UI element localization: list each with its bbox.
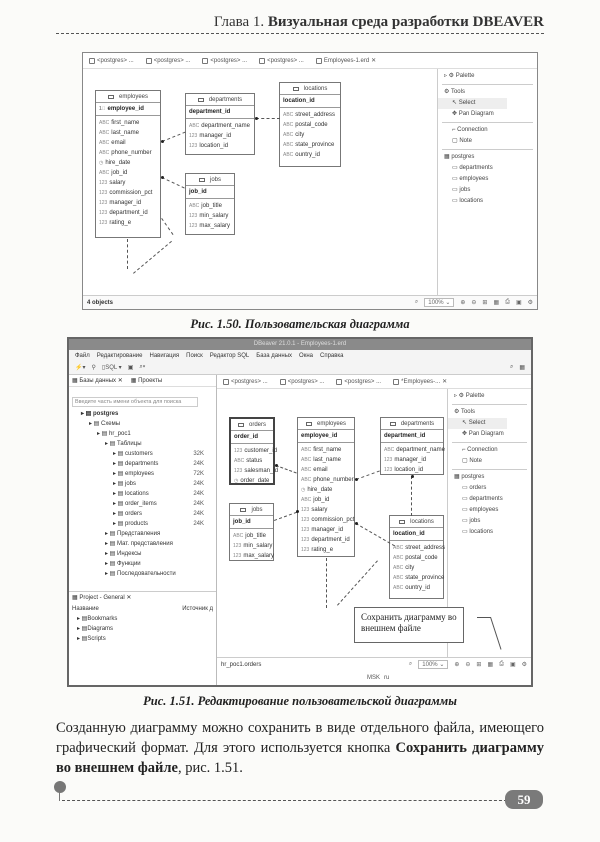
- tab-projects[interactable]: ▦ Проекты: [130, 378, 163, 384]
- project-item[interactable]: ▸ ▤ Scripts: [77, 636, 106, 642]
- palette-header[interactable]: ▹ ⚙ Palette: [454, 393, 485, 399]
- column: ABC last_name: [301, 457, 341, 463]
- tools-group[interactable]: ⚙ Tools: [454, 409, 475, 415]
- key-icon: 1⃣: [99, 106, 106, 112]
- zoom-in-icon[interactable]: ⊕: [454, 662, 460, 668]
- search-icon[interactable]: ⌕: [414, 299, 419, 305]
- save-image-icon[interactable]: ▣: [509, 662, 516, 668]
- column: 123 location_id: [384, 467, 424, 473]
- column: 123 department_id: [99, 210, 148, 216]
- relation-line: [411, 476, 412, 516]
- sql-file-icon: [146, 58, 152, 64]
- tree-item[interactable]: ▸ ▤ products 24K: [113, 521, 204, 527]
- erd-table-orders[interactable]: orders order_id 123 customer_id ABC status 123 salesman_id ◷ order_date: [229, 417, 275, 485]
- column: 123 rating_e: [99, 220, 132, 226]
- gear-icon[interactable]: ⚙: [521, 662, 527, 668]
- column: 123 max_salary: [189, 223, 231, 229]
- connect-icon[interactable]: ⚲: [91, 365, 96, 371]
- search-icon[interactable]: ⌕: [408, 661, 413, 667]
- tree-item[interactable]: ▸ ▤ customers 32K: [113, 451, 204, 457]
- relation-line: [256, 118, 280, 119]
- close-icon[interactable]: ✕: [371, 58, 377, 64]
- palette-item[interactable]: ▭ locations: [462, 529, 494, 535]
- relation-line: [161, 218, 173, 235]
- print-icon[interactable]: ⎙: [505, 299, 510, 305]
- print-icon[interactable]: ⎙: [499, 661, 504, 667]
- palette-header[interactable]: ▹ ⚙ Palette: [444, 73, 475, 79]
- column: ABC email: [99, 140, 126, 146]
- zoom-out-icon[interactable]: ⊖: [471, 300, 477, 306]
- column: ABC phone_number: [99, 150, 152, 156]
- relation-endpoint: [161, 140, 164, 143]
- relation-line: [276, 465, 297, 473]
- column: ABC department_name: [384, 447, 445, 453]
- tree-item[interactable]: ▸ ▤ departments 24K: [113, 461, 204, 467]
- zoom-out-icon[interactable]: ⊖: [465, 662, 471, 668]
- tool-select[interactable]: ↖ Select: [438, 98, 507, 109]
- palette-item[interactable]: ▭ jobs: [462, 518, 481, 524]
- column-list: [186, 199, 234, 233]
- figure-caption: Рис. 1.51. Редактирование пользовательской диаграммы: [143, 694, 457, 708]
- pk-column: location_id: [280, 95, 340, 108]
- search-input[interactable]: Введите часть имени объекта для поиска: [72, 397, 198, 407]
- locale-bar: [217, 671, 531, 685]
- relation-endpoint: [355, 478, 358, 481]
- erd-table-jobs[interactable]: jobs job_id ABC job_title 123 min_salary 123 max_salary: [229, 503, 274, 561]
- palette-item[interactable]: ▭ locations: [452, 198, 484, 204]
- menu-search[interactable]: Поиск: [186, 352, 203, 359]
- chapter-title: Визуальная среда разработки DBEAVER: [267, 14, 544, 30]
- tree-item[interactable]: ▸ ▤ locations 24K: [113, 491, 204, 497]
- tools-group[interactable]: ⚙ Tools: [444, 89, 465, 95]
- tab-0[interactable]: <postgres> ...: [87, 58, 140, 64]
- column: ABC phone_number: [301, 477, 354, 483]
- page-number: 59: [505, 790, 543, 809]
- table-icon: [198, 98, 204, 102]
- palette-item[interactable]: ▭ employees: [452, 176, 489, 182]
- project-panel: [69, 591, 216, 644]
- tree-item[interactable]: ▸ ▤ employees 72K: [113, 471, 204, 477]
- column: ABC state_province: [393, 575, 445, 581]
- tool-connection[interactable]: ⌐ Connection: [452, 127, 488, 133]
- running-head: [214, 14, 544, 31]
- menu-sql-editor[interactable]: Редактор SQL: [209, 352, 250, 359]
- pk-column: department_id: [186, 106, 254, 119]
- column: 123 manager_id: [301, 527, 344, 533]
- column: ABC last_name: [99, 130, 139, 136]
- tree-item[interactable]: ▸ ▤ Мат. представления: [105, 541, 173, 547]
- window-title: DBeaver 21.0.1 - Employees-1.erd: [69, 339, 531, 350]
- erd-table-departments[interactable]: departments department_id ABC department_name 123 manager_id 123 location_id: [185, 93, 255, 155]
- sql-editor-button[interactable]: ▯SQL ▾: [101, 365, 122, 371]
- erd-table-departments[interactable]: departments department_id ABC department_name 123 manager_id 123 location_id: [380, 417, 444, 475]
- palette-item[interactable]: ▭ jobs: [452, 187, 471, 193]
- relation-line: [127, 239, 128, 269]
- relation-endpoint: [411, 475, 414, 478]
- tool-note[interactable]: ▢ Note: [462, 458, 483, 464]
- column: 123 manager_id: [99, 200, 142, 206]
- column: 123 location_id: [189, 143, 229, 149]
- tab-erd[interactable]: Employees-1.erd ✕: [314, 57, 382, 64]
- palette-item[interactable]: ▭ departments: [452, 165, 493, 171]
- relation-endpoint: [355, 522, 358, 525]
- callout-note: Сохранить диаграмму во внешнем файле: [354, 607, 464, 643]
- column: ABC postal_code: [283, 122, 328, 128]
- column: ABC job_id: [99, 170, 128, 176]
- status-bar: [217, 657, 531, 671]
- timezone: MSK: [367, 675, 381, 681]
- grid-icon[interactable]: ▦: [487, 662, 494, 668]
- menu-window[interactable]: Окна: [299, 352, 313, 359]
- palette-panel: [437, 69, 537, 309]
- relation-line: [326, 558, 327, 608]
- relation-line: [356, 470, 380, 479]
- column: ABC status: [234, 458, 263, 464]
- tool-pan-diagram[interactable]: ✥ Pan Diagram: [452, 111, 494, 117]
- tool-select[interactable]: ↖ Select: [448, 418, 507, 429]
- db-group[interactable]: ▦ postgres: [454, 474, 485, 480]
- tool-note[interactable]: ▢ Note: [452, 138, 473, 144]
- relation-line: [162, 132, 186, 142]
- commit-icon[interactable]: ▣: [127, 365, 134, 371]
- footer-rule: [62, 800, 512, 801]
- new-connection-icon[interactable]: ⚡▾: [75, 365, 86, 371]
- search-tool-icon[interactable]: ⌕▾: [139, 364, 146, 370]
- column: 123 min_salary: [189, 213, 229, 219]
- tab-3[interactable]: <postgres> ...: [257, 58, 310, 64]
- relation-endpoint: [296, 510, 299, 513]
- erd-table-employees[interactable]: employees employee_id ABC first_name ABC last_name ABC email ABC phone_number ◷ hire_date ABC job_id 123 salary 123 commission_pct 123 manager_id 123 department_id 123 rating_e: [297, 417, 355, 557]
- callout-leader: [477, 617, 491, 618]
- tab-1[interactable]: <postgres> ...: [278, 379, 331, 385]
- column: 123 commission_pct: [99, 190, 153, 196]
- zoom-select[interactable]: 100% ⌄: [424, 298, 454, 307]
- tree-item[interactable]: ▸ ▤ Последовательности: [105, 571, 176, 577]
- tool-connection[interactable]: ⌐ Connection: [462, 447, 498, 453]
- column: 123 manager_id: [189, 133, 232, 139]
- relation-line: [133, 241, 172, 274]
- db-group[interactable]: ▦ postgres: [444, 154, 475, 160]
- locale: ru: [384, 675, 390, 681]
- erd-table-locations[interactable]: locations location_id ABC street_address ABC postal_code ABC city ABC state_province ABC ountry_id: [389, 515, 444, 599]
- column-list: [280, 108, 340, 162]
- relation-endpoint: [275, 464, 278, 467]
- menu-edit[interactable]: Редактирование: [96, 352, 143, 359]
- col-source: Источник д: [182, 606, 213, 612]
- relation-line: [337, 560, 378, 605]
- figure-1-51: [67, 337, 533, 687]
- selected-object: hr_poc1.orders: [221, 661, 262, 668]
- tab-2[interactable]: <postgres> ...: [334, 379, 387, 385]
- column: 123 manager_id: [384, 457, 427, 463]
- tree-item[interactable]: ▸ ▤ postgres: [81, 411, 119, 417]
- tree-item[interactable]: ▸ ▤ Функции: [105, 561, 141, 567]
- layout-icon[interactable]: ⊞: [482, 300, 488, 306]
- column: ABC city: [283, 132, 305, 138]
- menu-file[interactable]: Файл: [75, 352, 90, 359]
- column: ◷ hire_date: [99, 160, 131, 166]
- table-icon: [293, 87, 299, 91]
- column: 123 salesman_id: [234, 468, 279, 474]
- column: 123 customer_id: [234, 448, 278, 454]
- erd-table-jobs[interactable]: jobs job_id ABC job_title 123 min_salary 123 max_salary: [185, 173, 235, 235]
- relation-endpoint: [255, 117, 258, 120]
- relation-endpoint: [161, 176, 164, 179]
- layout-icon[interactable]: ⊞: [476, 662, 482, 668]
- tree-item[interactable]: ▸ ▤ hr_poc1: [97, 431, 131, 437]
- column: 123 department_id: [301, 537, 350, 543]
- column: ABC city: [393, 565, 415, 571]
- column: ABC job_id: [301, 497, 330, 503]
- erd-icon: [316, 58, 322, 64]
- table-icon: [108, 95, 114, 99]
- figure-1-50: [82, 52, 538, 310]
- column: ABC street_address: [393, 545, 445, 551]
- column: ABC job_title: [189, 203, 222, 209]
- relation-line: [274, 512, 297, 521]
- figure-caption: Рис. 1.50. Пользовательская диаграмма: [190, 317, 410, 331]
- diagram-editor: [217, 375, 531, 685]
- table-file-icon: [259, 58, 265, 64]
- gear-icon[interactable]: ⚙: [527, 300, 533, 306]
- column: 123 salary: [99, 180, 126, 186]
- tab-1[interactable]: <postgres> ...: [144, 58, 197, 64]
- chapter-label: Глава 1.: [213, 14, 265, 30]
- project-item[interactable]: ▸ ▤ Diagrams: [77, 626, 114, 632]
- column: ABC ountry_id: [393, 585, 430, 591]
- tree-item[interactable]: ▸ ▤ jobs 24K: [113, 481, 204, 487]
- column-list: [186, 119, 254, 153]
- project-panel-title[interactable]: ▦ Project - General ✕: [72, 595, 132, 601]
- col-name: Название: [72, 606, 99, 612]
- zoom-in-icon[interactable]: ⊕: [460, 300, 466, 306]
- project-item[interactable]: ▸ ▤ Bookmarks: [77, 616, 118, 622]
- column: ABC email: [301, 467, 328, 473]
- zoom-select[interactable]: 100% ⌄: [418, 660, 448, 669]
- tab-0[interactable]: <postgres> ...: [221, 379, 274, 385]
- column: 123 commission_pct: [301, 517, 355, 523]
- column: ABC postal_code: [393, 555, 438, 561]
- footer-bullet: [54, 781, 66, 793]
- status-bar: [83, 295, 537, 309]
- column: ABC ountry_id: [283, 152, 320, 158]
- column: 123 min_salary: [233, 543, 273, 549]
- table-file-icon: [202, 58, 208, 64]
- column: ABC job_title: [233, 533, 266, 539]
- column: 123 max_salary: [233, 553, 275, 559]
- palette-item[interactable]: ▭ departments: [462, 496, 503, 502]
- tab-2[interactable]: <postgres> ...: [200, 58, 253, 64]
- column-list: [96, 116, 160, 230]
- column: ABC street_address: [283, 112, 335, 118]
- column: 123 rating_e: [301, 547, 334, 553]
- palette-item[interactable]: ▭ orders: [462, 485, 487, 491]
- tool-pan-diagram[interactable]: ✥ Pan Diagram: [462, 431, 504, 437]
- menu-database[interactable]: База данных: [256, 352, 293, 359]
- body-paragraph: Созданную диаграмму можно сохранить в виде отдельного файла, имеющего графический формат. Для этого используется кнопка Сохранить диаграмму во внешнем файле, рис. 1.51.: [56, 720, 545, 776]
- tab-databases[interactable]: ▦ Базы данных ✕: [72, 378, 123, 384]
- perspective-icon[interactable]: ▦: [519, 365, 525, 371]
- relation-line: [162, 177, 185, 188]
- menu-bar: [69, 350, 531, 361]
- menu-navigate[interactable]: Навигация: [149, 352, 180, 359]
- tab-erd[interactable]: *Employees-... ✕: [391, 378, 453, 385]
- column: ABC first_name: [301, 447, 342, 453]
- pk-column: 1⃣ employee_id: [96, 103, 160, 116]
- editor-tabs: [217, 375, 531, 389]
- column: ABC department_name: [189, 123, 250, 129]
- column: ◷ hire_date: [301, 487, 333, 493]
- tree-item[interactable]: ▸ ▤ Представления: [105, 531, 161, 537]
- footer-stem: [59, 792, 60, 801]
- column: ABC state_province: [283, 142, 335, 148]
- tree-item[interactable]: ▸ ▤ Таблицы: [105, 441, 142, 447]
- search-icon[interactable]: ⌕: [509, 364, 514, 370]
- header-rule: [56, 33, 544, 34]
- erd-table-locations[interactable]: locations location_id ABC street_address ABC postal_code ABC city ABC state_province ABC ountry_id: [279, 82, 341, 167]
- table-icon: [199, 178, 205, 182]
- editor-tabs: [83, 53, 537, 69]
- palette-item[interactable]: ▭ employees: [462, 507, 499, 513]
- erd-table-employees[interactable]: employees 1⃣ employee_id ABC first_name ABC last_name ABC email ABC phone_number ◷ hire_date ABC job_id 123 salary 123 commission_pct 123 manager_id 123 department_id 123 rating_e: [95, 90, 161, 238]
- tree-item[interactable]: ▸ ▤ Индексы: [105, 551, 142, 557]
- column: 123 salary: [301, 507, 328, 513]
- db-tree: [69, 407, 216, 579]
- grid-icon[interactable]: ▦: [493, 300, 500, 306]
- save-image-icon[interactable]: ▣: [515, 300, 522, 306]
- toolbar: [69, 361, 531, 375]
- tree-item[interactable]: ▸ ▤ Схемы: [89, 421, 121, 427]
- tree-item[interactable]: ▸ ▤ orders 24K: [113, 511, 204, 517]
- column: ABC first_name: [99, 120, 140, 126]
- object-count: 4 objects: [87, 299, 114, 306]
- column: ◷ order_date: [234, 478, 270, 484]
- tree-item[interactable]: ▸ ▤ order_items 24K: [113, 501, 204, 507]
- navigator-pane: [69, 375, 217, 685]
- sql-file-icon: [89, 58, 95, 64]
- pk-column: job_id: [186, 186, 234, 199]
- menu-help[interactable]: Справка: [319, 352, 344, 359]
